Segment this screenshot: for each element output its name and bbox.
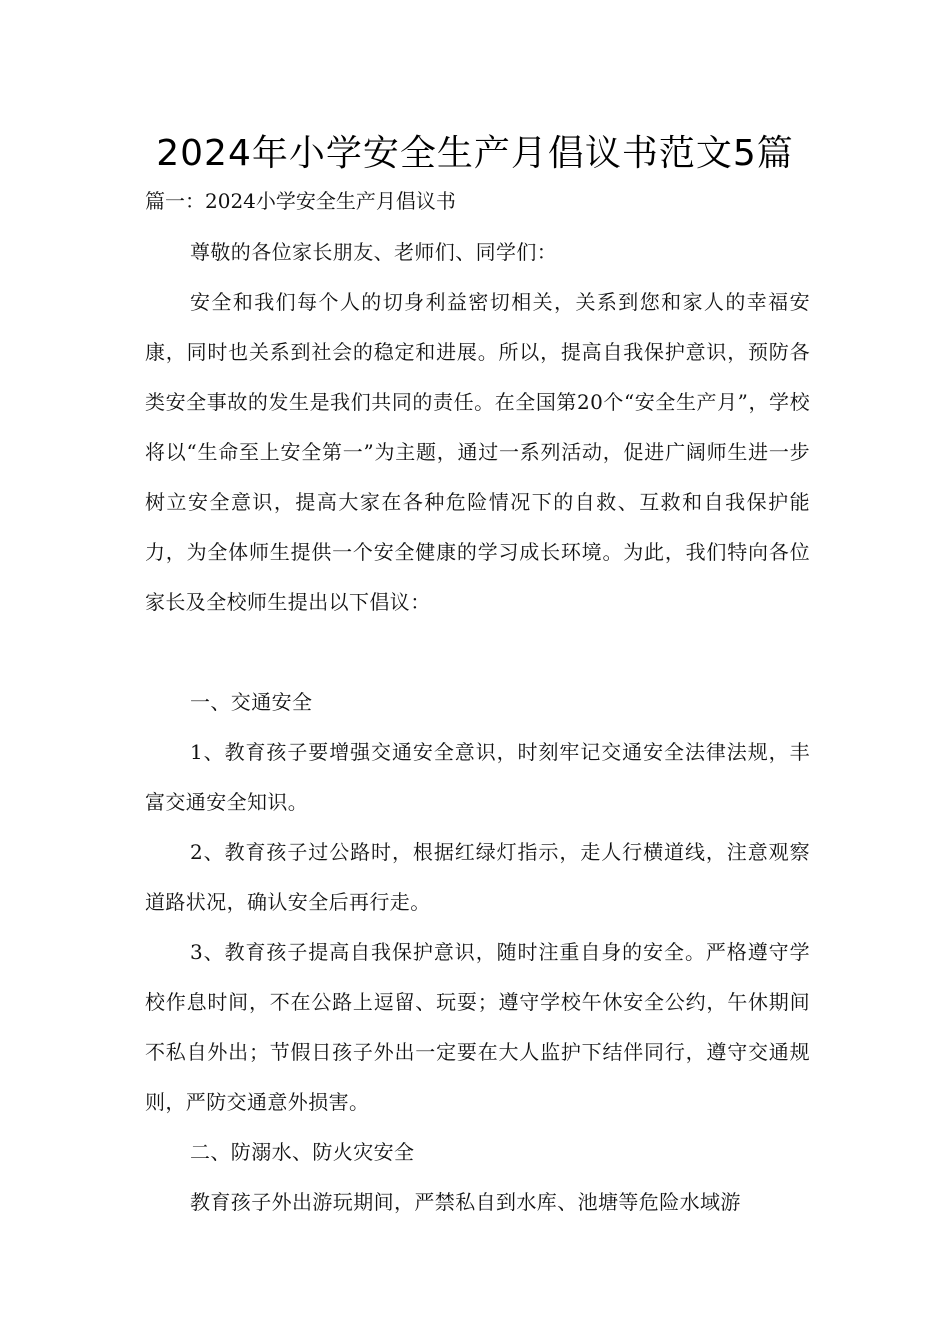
section-heading: 篇一：2024小学安全生产月倡议书 xyxy=(145,189,456,213)
document-title: 2024年小学安全生产月倡议书范文5篇 xyxy=(156,133,794,174)
traffic-item-1: 1、教育孩子要增强交通安全意识，时刻牢记交通安全法律法规，丰富交通安全知识。 xyxy=(145,740,810,814)
subheading-water-fire-safety: 二、防溺水、防火灾安全 xyxy=(190,1140,415,1164)
traffic-item-3: 3、教育孩子提高自我保护意识，随时注重自身的安全。严格遵守学校作息时间，不在公路上逗留、玩耍；遵守学校午休安全公约，午休期间不私自外出；节假日孩子外出一定要在大人监护下结伴同行，遵守交通规则，严防交通意外损害。 xyxy=(145,940,810,1114)
water-safety-paragraph: 教育孩子外出游玩期间，严禁私自到水库、池塘等危险水域游 xyxy=(190,1190,741,1214)
subheading-traffic-safety: 一、交通安全 xyxy=(190,690,313,714)
intro-paragraph: 安全和我们每个人的切身利益密切相关，关系到您和家人的幸福安康，同时也关系到社会的稳定和进展。所以，提高自我保护意识，预防各类安全事故的发生是我们共同的责任。在全国第20个“安全生产月”，学校将以“生命至上安全第一”为主题，通过一系列活动，促进广阔师生进一步树立安全意识，提高大家在各种危险情况下的自救、互救和自我保护能力，为全体师生提供一个安全健康的学习成长环境。为此，我们特向各位家长及全校师生提出以下倡议： xyxy=(145,290,810,614)
salutation-paragraph: 尊敬的各位家长朋友、老师们、同学们： xyxy=(190,240,558,264)
traffic-item-2: 2、教育孩子过公路时，根据红绿灯指示，走人行横道线，注意观察道路状况，确认安全后再行走。 xyxy=(145,840,810,914)
